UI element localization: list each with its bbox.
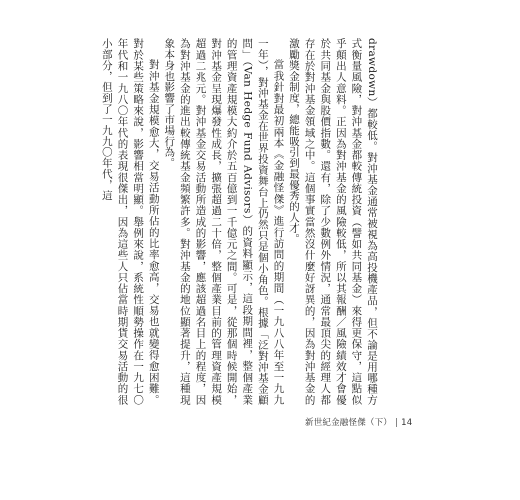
footer-separator: | — [395, 418, 399, 428]
page-footer — [305, 416, 412, 428]
page-number: 14 — [401, 418, 413, 428]
paragraph-3: 對沖基金規模愈大，交易活動所佔的比率愈高，交易也就變得愈困難。對於某些策略來說，影響相當明顯。舉例來說，系統性順勢操作在一九七〇年代和一九八〇年代的表現很傑出，因為這些人只佔當時期貨交易活動的很小部分，但到了一九九〇年代，這 — [100, 38, 160, 405]
paragraph-2: 當我針對最初兩本《金融怪傑》進行訪問的期間（一九八八年至一九九一年），對沖基金在世界投資舞台上仍然只是個小角色。根據「泛對沖基金顧問」（Van Hedge Fund Advisors）的資料顯示，這段期間裡，整個產業的管理資產規模大約介於五百億到一千億元之間。可是，從那個時候開始，對沖基金呈現爆發性成長，擴張超過二十倍，整個產業目前的管理資產規模超過二兆元。對沖基金交易活動所造成的影響，應該超過名目上的程度，因為對沖基金的進出較傳統基金頻繁許多。對沖基金的地位顯著提升，這種現象本身也影響了市場行為。 — [163, 38, 285, 405]
running-title: 新世紀金融怪傑（下） — [305, 418, 393, 428]
body-text — [100, 38, 379, 405]
paragraph-1: drawdown）都較低。對沖基金通常被視為高投機產品，但不論是用哪種方式衡量風險，對沖基金都較傳統投資（譬如共同基金）來得更保守，這點似乎顛出人意料。正因為對沖基金的風險較低，所以其報酬／風險績效才會優於共同基金與股價指數。還有，除了少數例外情況，通常最頂尖的經理人都存在於對沖基金領域之中。這個事實當然沒什麼好訝異的，因為對沖基金的激勵獎金制度，總能吸引到最優秀的人才。 — [288, 38, 378, 405]
